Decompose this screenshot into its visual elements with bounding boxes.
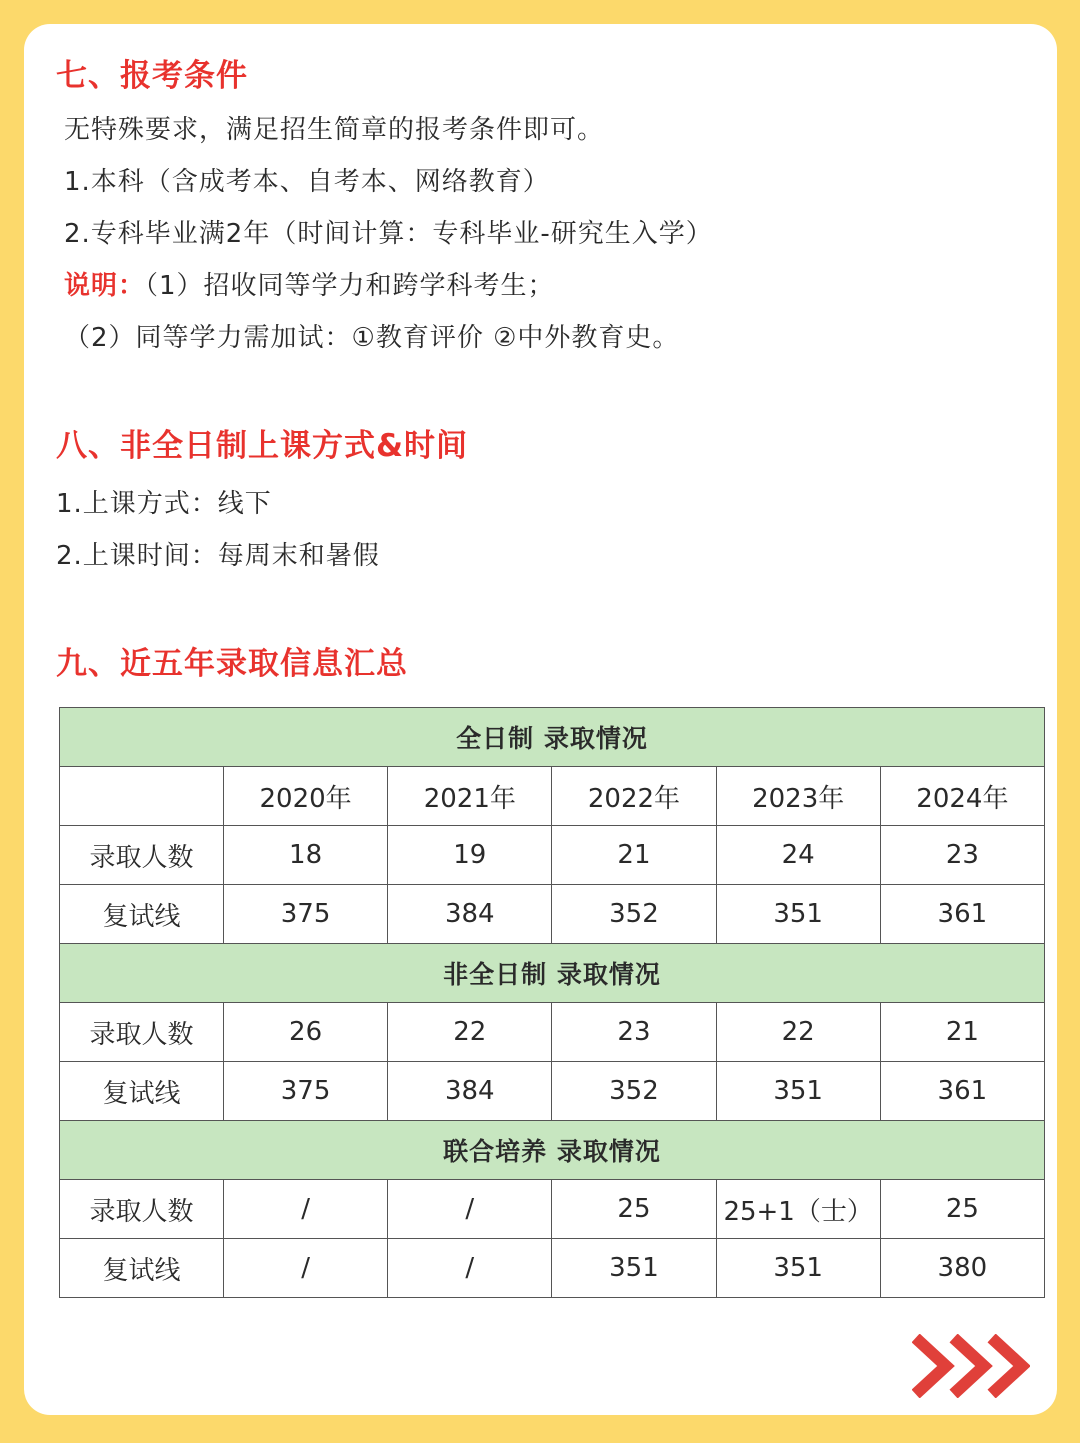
class-time: 2.上课时间：每周末和暑假 bbox=[56, 541, 380, 571]
note-label: 说明： bbox=[64, 271, 146, 301]
note-item-1: （1）招收同等学力和跨学科考生； bbox=[145, 271, 555, 301]
admission-table bbox=[59, 707, 1045, 1298]
requirement-bachelor: 1.本科（含成考本、自考本、网络教育） bbox=[64, 167, 550, 197]
table-cell: 375 bbox=[224, 885, 388, 944]
table-cell: 375 bbox=[224, 1062, 388, 1121]
group-header-part-time: 非全日制 录取情况 bbox=[60, 944, 1045, 1003]
table-cell: / bbox=[224, 1239, 388, 1298]
row-label: 复试线 bbox=[60, 1062, 224, 1121]
triple-chevron-right-icon[interactable] bbox=[912, 1334, 1030, 1398]
table-cell: / bbox=[224, 1180, 388, 1239]
row-label: 复试线 bbox=[60, 1239, 224, 1298]
table-row bbox=[60, 1239, 1045, 1298]
table-cell: 24 bbox=[716, 826, 880, 885]
table-cell: 351 bbox=[716, 1062, 880, 1121]
content-card bbox=[24, 24, 1057, 1415]
requirement-note bbox=[64, 268, 555, 304]
section-title-part-time-schedule: 八、非全日制上课方式&时间 bbox=[56, 428, 469, 464]
group-header-row bbox=[60, 944, 1045, 1003]
table-row bbox=[60, 1003, 1045, 1062]
table-cell: 25 bbox=[552, 1180, 716, 1239]
table-cell: 25 bbox=[880, 1180, 1044, 1239]
group-header-full-time: 全日制 录取情况 bbox=[60, 708, 1045, 767]
table-cell: 21 bbox=[880, 1003, 1044, 1062]
table-cell: 26 bbox=[224, 1003, 388, 1062]
requirements-intro: 无特殊要求，满足招生简章的报考条件即可。 bbox=[64, 115, 605, 145]
table-row bbox=[60, 826, 1045, 885]
table-cell: 352 bbox=[552, 885, 716, 944]
table-cell: / bbox=[388, 1239, 552, 1298]
year-header: 2023年 bbox=[716, 767, 880, 826]
table-cell: 351 bbox=[552, 1239, 716, 1298]
table-cell: 23 bbox=[880, 826, 1044, 885]
table-cell: 361 bbox=[880, 1062, 1044, 1121]
section-title-admission-summary: 九、近五年录取信息汇总 bbox=[56, 646, 408, 682]
year-header: 2020年 bbox=[224, 767, 388, 826]
row-label: 录取人数 bbox=[60, 826, 224, 885]
group-header-row bbox=[60, 708, 1045, 767]
year-header: 2024年 bbox=[880, 767, 1044, 826]
row-label: 录取人数 bbox=[60, 1003, 224, 1062]
year-header: 2021年 bbox=[388, 767, 552, 826]
table-cell: 21 bbox=[552, 826, 716, 885]
table-cell: / bbox=[388, 1180, 552, 1239]
year-header: 2022年 bbox=[552, 767, 716, 826]
row-label: 复试线 bbox=[60, 885, 224, 944]
note-item-2: （2）同等学力需加试：①教育评价 ②中外教育史。 bbox=[64, 323, 680, 353]
table-cell: 25+1（士） bbox=[716, 1180, 880, 1239]
table-cell: 380 bbox=[880, 1239, 1044, 1298]
row-label: 录取人数 bbox=[60, 1180, 224, 1239]
table-cell: 361 bbox=[880, 885, 1044, 944]
table-cell: 384 bbox=[388, 885, 552, 944]
requirement-associate: 2.专科毕业满2年（时间计算：专科毕业-研究生入学） bbox=[64, 219, 713, 249]
table-cell: 352 bbox=[552, 1062, 716, 1121]
group-header-joint-training: 联合培养 录取情况 bbox=[60, 1121, 1045, 1180]
table-cell: 384 bbox=[388, 1062, 552, 1121]
table-cell: 19 bbox=[388, 826, 552, 885]
table-row bbox=[60, 1180, 1045, 1239]
table-cell: 23 bbox=[552, 1003, 716, 1062]
year-header-row bbox=[60, 767, 1045, 826]
table-cell: 22 bbox=[716, 1003, 880, 1062]
table-cell: 18 bbox=[224, 826, 388, 885]
section-title-requirements: 七、报考条件 bbox=[56, 58, 248, 94]
table-cell: 351 bbox=[716, 1239, 880, 1298]
corner-cell bbox=[60, 767, 224, 826]
table-row bbox=[60, 1062, 1045, 1121]
class-mode: 1.上课方式：线下 bbox=[56, 489, 272, 519]
group-header-row bbox=[60, 1121, 1045, 1180]
table-row bbox=[60, 885, 1045, 944]
table-cell: 351 bbox=[716, 885, 880, 944]
table-cell: 22 bbox=[388, 1003, 552, 1062]
